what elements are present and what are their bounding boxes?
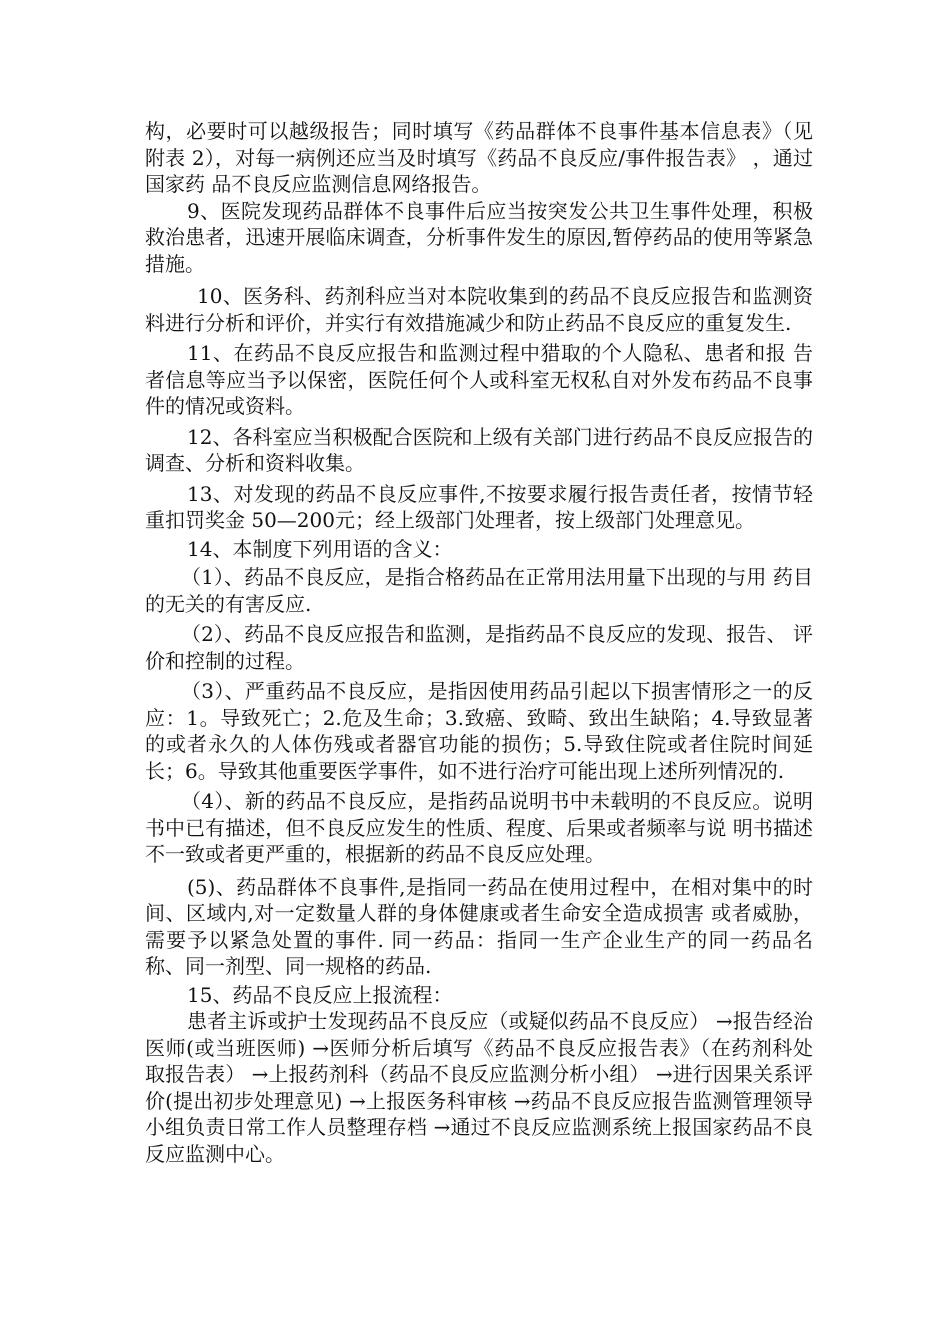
paragraph-definition-4: （4）、新的药品不良反应，是指药品说明书中未载明的不良反应。说明书中已有描述，但不良反应发生的性质、程度、后果或者频率与说 明书描述不一致或者更严重的，根据新的药品不良反应处理。 [145, 789, 813, 866]
paragraph-definition-5: (5)、药品群体不良事件,是指同一药品在使用过程中，在相对集中的时间、区域内,对一定数量人群的身体健康或者生命安全造成损害 或者威胁，需要予以紧急处置的事件. 同一药品：指同一生产企业生产的同一药品名称、同一剂型、同一规格的药品. [145, 874, 813, 978]
paragraph-item-9: 9、医院发现药品群体不良事件后应当按突发公共卫生事件处理，积极救治患者，迅速开展临床调查，分析事件发生的原因,暂停药品的使用等紧急措施。 [145, 198, 813, 276]
paragraph-definition-3: （3）、严重药品不良反应，是指因使用药品引起以下损害情形之一的反应：1。导致死亡；2.危及生命；3.致癌、致畸、致出生缺陷；4.导致显著的或者永久的人体伤残或者器官功能的损伤；5.导致住院或者住院时间延长；6。导致其他重要医学事件，如不进行治疗可能出现上述所列情况的. [145, 679, 813, 783]
document-page [145, 118, 813, 1167]
paragraph-definition-2: （2）、药品不良反应报告和监测，是指药品不良反应的发现、报告、 评价和控制的过程。 [145, 622, 813, 673]
paragraph-report-flow: 患者主诉或护士发现药品不良反应（或疑似药品不良反应） →报告经治医师(或当班医师) →医师分析后填写《药品不良反应报告表》（在药剂科处取报告表） →上报药剂科（药品不良反应监测分析小组） →进行因果关系评价(提出初步处理意见) →上报医务科审核 →药品不良反应报告监测管理领导小组负责日常工作人员整理存档 →通过不良反应监测系统上报国家药品不良反应监测中心。 [145, 1009, 813, 1166]
paragraph-item-11: 11、在药品不良反应报告和监测过程中猎取的个人隐私、患者和报 告者信息等应当予以保密，医院任何个人或科室无权私自对外发布药品不良事件的情况或资料。 [145, 341, 813, 418]
paragraph-item-13: 13、对发现的药品不良反应事件,不按要求履行报告责任者，按情节轻重扣罚奖金 50—200元；经上级部门处理者，按上级部门处理意见。 [145, 481, 813, 532]
paragraph-item-12: 12、各科室应当积极配合医院和上级有关部门进行药品不良反应报告的调查、分析和资料收集。 [145, 424, 813, 475]
paragraph-continuation: 构，必要时可以越级报告；同时填写《药品群体不良事件基本信息表》（见附表 2），对每一病例还应当及时填写《药品不良反应/事件报告表》 ，通过国家药 品不良反应监测信息网络报告。 [145, 119, 813, 196]
paragraph-item-15: 15、药品不良反应上报流程： [187, 982, 453, 1007]
paragraph-item-10: 10、医务科、药剂科应当对本院收集到的药品不良反应报告和监测资料进行分析和评价，并实行有效措施减少和防止药品不良反应的重复发生. [145, 284, 813, 335]
paragraph-item-14: 14、本制度下列用语的含义： [187, 536, 453, 561]
paragraph-definition-1: （1）、药品不良反应，是指合格药品在正常用法用量下出现的与用 药目的无关的有害反应. [145, 565, 813, 616]
